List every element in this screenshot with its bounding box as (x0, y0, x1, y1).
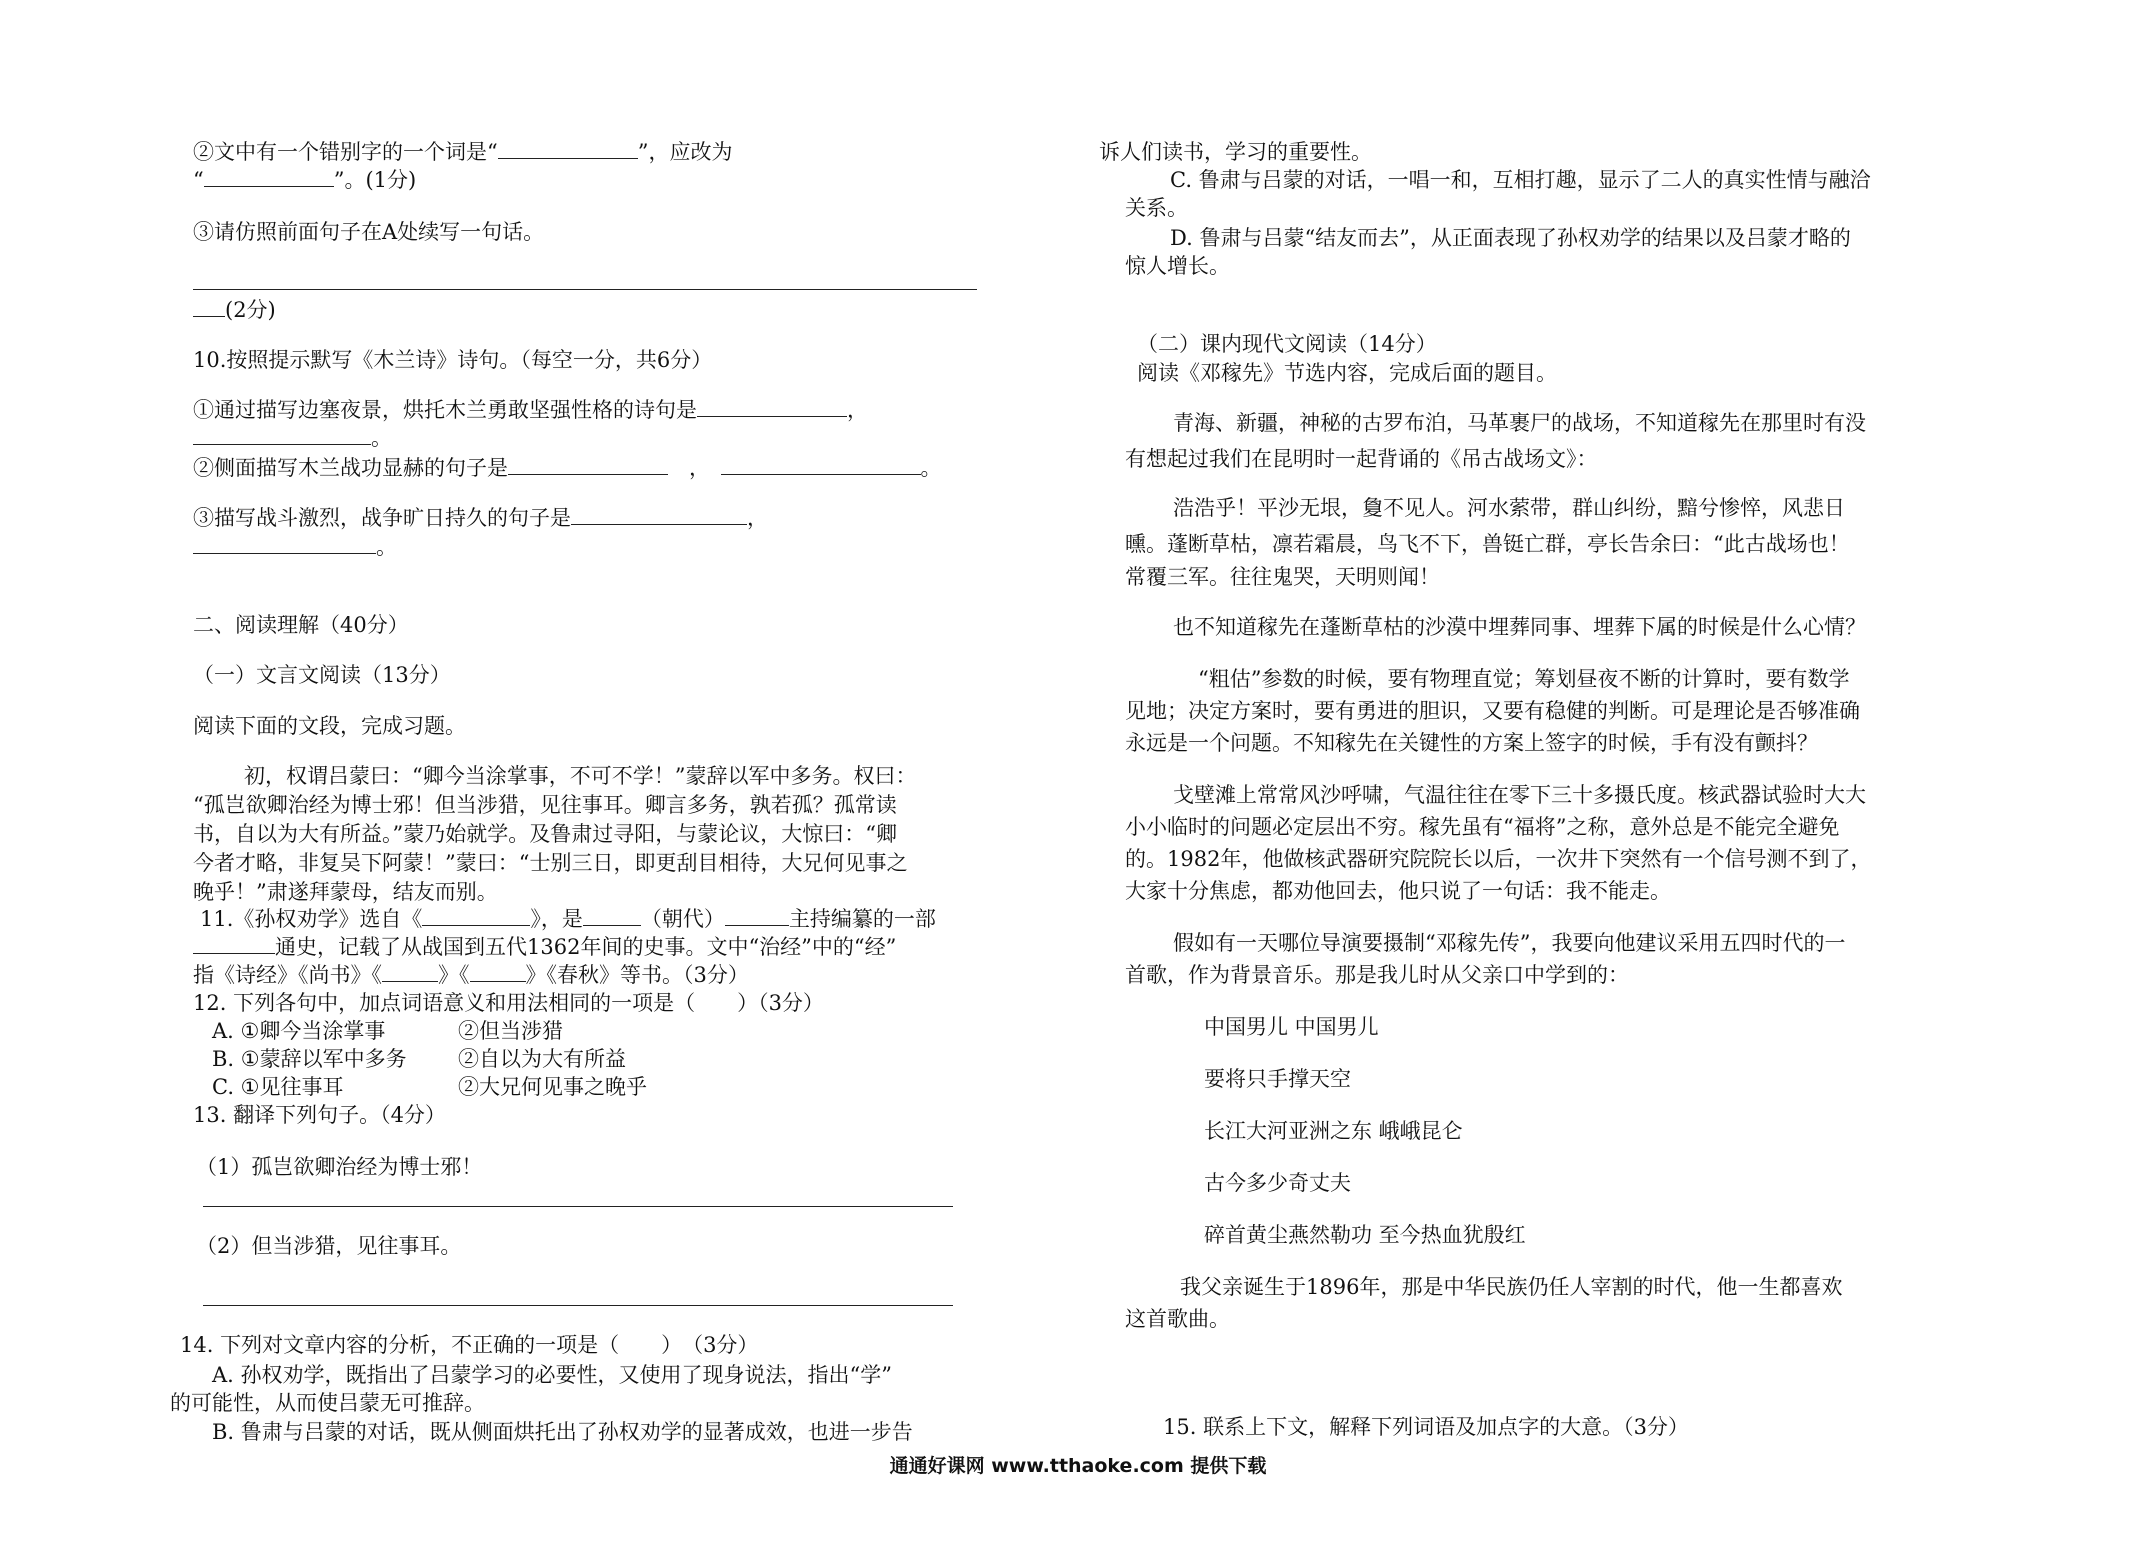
quote-line: 常覆三军。往往鬼哭，天明则闻！ (1125, 565, 1440, 589)
q10-3-blank-1[interactable] (571, 504, 747, 525)
q10-2: ②侧面描写木兰战功显赫的句子是 ， 。 (193, 456, 942, 480)
q15: 15. 联系上下文，解释下列词语及加点字的大意。（3分） (1163, 1415, 1689, 1439)
para-line: 永远是一个问题。不知稼先在关键性的方案上签字的时候，手有没有颤抖？ (1125, 731, 1818, 755)
passage-line: 今者才略，非复吴下阿蒙！”蒙曰：“士别三日，即更刮目相待，大兄何见事之 (193, 851, 908, 875)
q10-1-blank-1[interactable] (697, 396, 847, 417)
q10: 10.按照提示默写《木兰诗》诗句。（每空一分，共6分） (193, 348, 713, 372)
section-2-title: 二、阅读理解（40分） (193, 613, 409, 637)
classical-instruction: 阅读下面的文段，完成习题。 (193, 714, 466, 738)
para-line: 这首歌曲。 (1125, 1307, 1230, 1331)
passage-line: 晚乎！”肃遂拜蒙母，结友而别。 (193, 880, 498, 904)
q11-line2: 通史，记载了从战国到五代1362年间的史事。文中“治经”中的“经” (193, 933, 896, 961)
para-line: 我父亲诞生于1896年，那是中华民族仍任人宰割的时代，他一生都喜欢 (1180, 1275, 1843, 1299)
q9-2-blank-2[interactable] (204, 166, 334, 187)
q14-option-d-cont: 惊人增长。 (1125, 254, 1230, 278)
song-line: 中国男儿 中国男儿 (1204, 1015, 1379, 1039)
song-line: 长江大河亚洲之东 峨峨昆仑 (1204, 1119, 1463, 1143)
q10-3-blank-2[interactable] (193, 533, 376, 554)
passage-line: “孤岂欲卿治经为博士邪！但当涉猎，见往事耳。卿言多务，孰若孤？孤常读 (193, 793, 897, 817)
song-line: 要将只手撑天空 (1204, 1067, 1351, 1091)
q9-2-blank-1[interactable] (498, 138, 638, 159)
q14: 14. 下列对文章内容的分析，不正确的一项是（ ） （3分） (180, 1333, 759, 1357)
q10-1: ①通过描写边塞夜景，烘托木兰勇敢坚强性格的诗句是 ， (193, 398, 868, 422)
passage-line: 书，自以为大有所益。”蒙乃始就学。及鲁肃过寻阳，与蒙论议，大惊曰：“卿 (193, 822, 897, 846)
q10-1-cont: 。 (193, 424, 392, 452)
para-line: “粗估”参数的时候，要有物理直觉；筹划昼夜不断的计算时，要有数学 (1198, 667, 1850, 691)
q12: 12. 下列各句中，加点词语意义和用法相同的一项是（ ）（3分） (193, 991, 824, 1015)
q10-1-blank-2[interactable] (193, 424, 371, 445)
q11-blank-book[interactable] (422, 905, 530, 926)
q9-3-blank[interactable] (193, 296, 225, 317)
q14-option-d: D. 鲁肃与吕蒙“结友而去”，从正面表现了孙权劝学的结果以及吕蒙才略的 (1170, 226, 1851, 250)
section-2-2-title: （二）课内现代文阅读（14分） (1137, 332, 1437, 356)
q9-3: ③请仿照前面句子在A处续写一句话。 (193, 220, 545, 244)
q10-2-blank-1[interactable] (508, 454, 668, 475)
para-line: 首歌，作为背景音乐。那是我儿时从父亲口中学到的： (1125, 963, 1629, 987)
q9-3-score: (2分) (193, 296, 276, 324)
section-2-1-title: （一）文言文阅读（13分） (193, 663, 451, 687)
q10-3: ③描写战斗激烈，战争旷日持久的句子是 ， (193, 506, 768, 530)
quote-line: 浩浩乎！平沙无垠，敻不见人。河水萦带，群山纠纷，黯兮惨悴，风悲日 (1173, 496, 1845, 520)
q11-blank-dynasty[interactable] (583, 905, 641, 926)
q13-1-answer-line[interactable] (203, 1206, 953, 1207)
footer-credit: 通通好课网 www.tthaoke.com 提供下载 (889, 1455, 1267, 1477)
para-line: 假如有一天哪位导演要摄制“邓稼先传”，我要向他建议采用五四时代的一 (1173, 931, 1846, 955)
para-line: 大家十分焦虑，都劝他回去，他只说了一句话：我不能走。 (1125, 879, 1671, 903)
q13-2-answer-line[interactable] (203, 1305, 953, 1306)
q11-blank-classic-1[interactable] (382, 961, 438, 982)
q14-option-a-cont: 的可能性，从而使吕蒙无可推辞。 (170, 1391, 485, 1415)
q11-blank-classic-2[interactable] (470, 961, 526, 982)
q11-blank-editor[interactable] (725, 905, 789, 926)
q12-option-c-2: ②大兄何见事之晚乎 (458, 1075, 647, 1099)
q13: 13. 翻译下列句子。（4分） (193, 1103, 446, 1127)
q10-3-cont: 。 (193, 533, 397, 561)
para-line: 见地；决定方案时，要有勇进的胆识，又要有稳健的判断。可是理论是否够准确 (1125, 699, 1860, 723)
q14-option-c: C. 鲁肃与吕蒙的对话，一唱一和，互相打趣，显示了二人的真实性情与融洽 (1170, 168, 1871, 192)
para-line: 也不知道稼先在蓬断草枯的沙漠中埋葬同事、埋葬下属的时候是什么心情？ (1173, 615, 1866, 639)
q14-option-c-cont: 关系。 (1125, 196, 1188, 220)
q12-option-a-2: ②但当涉猎 (458, 1019, 563, 1043)
para-line: 的。1982年，他做核武器研究院院长以后，一次井下突然有一个信号测不到了， (1125, 847, 1872, 871)
q9-3-answer-line[interactable] (193, 289, 977, 290)
q14-option-b-cont: 诉人们读书，学习的重要性。 (1099, 140, 1372, 164)
song-line: 古今多少奇丈夫 (1204, 1171, 1351, 1195)
q14-option-b: B. 鲁肃与吕蒙的对话，既从侧面烘托出了孙权劝学的显著成效，也进一步告 (212, 1420, 913, 1444)
para-line: 戈壁滩上常常风沙呼啸，气温往往在零下三十多摄氏度。核武器试验时大大 (1173, 783, 1866, 807)
q13-1: （1）孤岂欲卿治经为博士邪！ (196, 1155, 483, 1179)
para-line: 小小临时的问题必定层出不穷。稼先虽有“福将”之称，意外总是不能完全避免 (1125, 815, 1840, 839)
modern-instruction: 阅读《邓稼先》节选内容，完成后面的题目。 (1137, 361, 1557, 385)
q9-2-line1: ②文中有一个错别字的一个词是“ ”，应改为 (193, 140, 733, 164)
quote-line: 曛。蓬断草枯，凛若霜晨，鸟飞不下，兽铤亡群，亭长告余曰：“此古战场也！ (1125, 532, 1850, 556)
q12-option-c: C. ①见往事耳 (212, 1075, 344, 1099)
passage-line: 初，权谓吕蒙曰：“卿今当涂掌事，不可不学！”蒙辞以军中多务。权曰： (244, 764, 917, 788)
song-line: 碎首黄尘燕然勒功 至今热血犹殷红 (1204, 1223, 1526, 1247)
para-line: 有想起过我们在昆明时一起背诵的《吊古战场文》： (1125, 447, 1598, 471)
q12-option-b: B. ①蒙辞以军中多务 (212, 1047, 407, 1071)
q14-option-a: A. 孙权劝学，既指出了吕蒙学习的必要性，又使用了现身说法，指出“学” (212, 1363, 892, 1387)
q12-option-b-2: ②自以为大有所益 (458, 1047, 626, 1071)
q11-line3: 指《诗经》《尚书》《 》《 》《春秋》等书。（3分） (193, 963, 749, 987)
q10-2-blank-2[interactable] (721, 454, 921, 475)
para-line: 青海、新疆，神秘的古罗布泊，马革裹尸的战场，不知道稼先在那里时有没 (1173, 411, 1866, 435)
q9-2-line2: “ ”。(1分) (193, 168, 417, 192)
q11-blank-type[interactable] (193, 933, 275, 954)
q12-option-a: A. ①卿今当涂掌事 (212, 1019, 386, 1043)
q11-line1: 11.《孙权劝学》选自《 》，是 （朝代） 主持编纂的一部 (200, 907, 936, 931)
q13-2: （2）但当涉猎，见往事耳。 (196, 1234, 462, 1258)
